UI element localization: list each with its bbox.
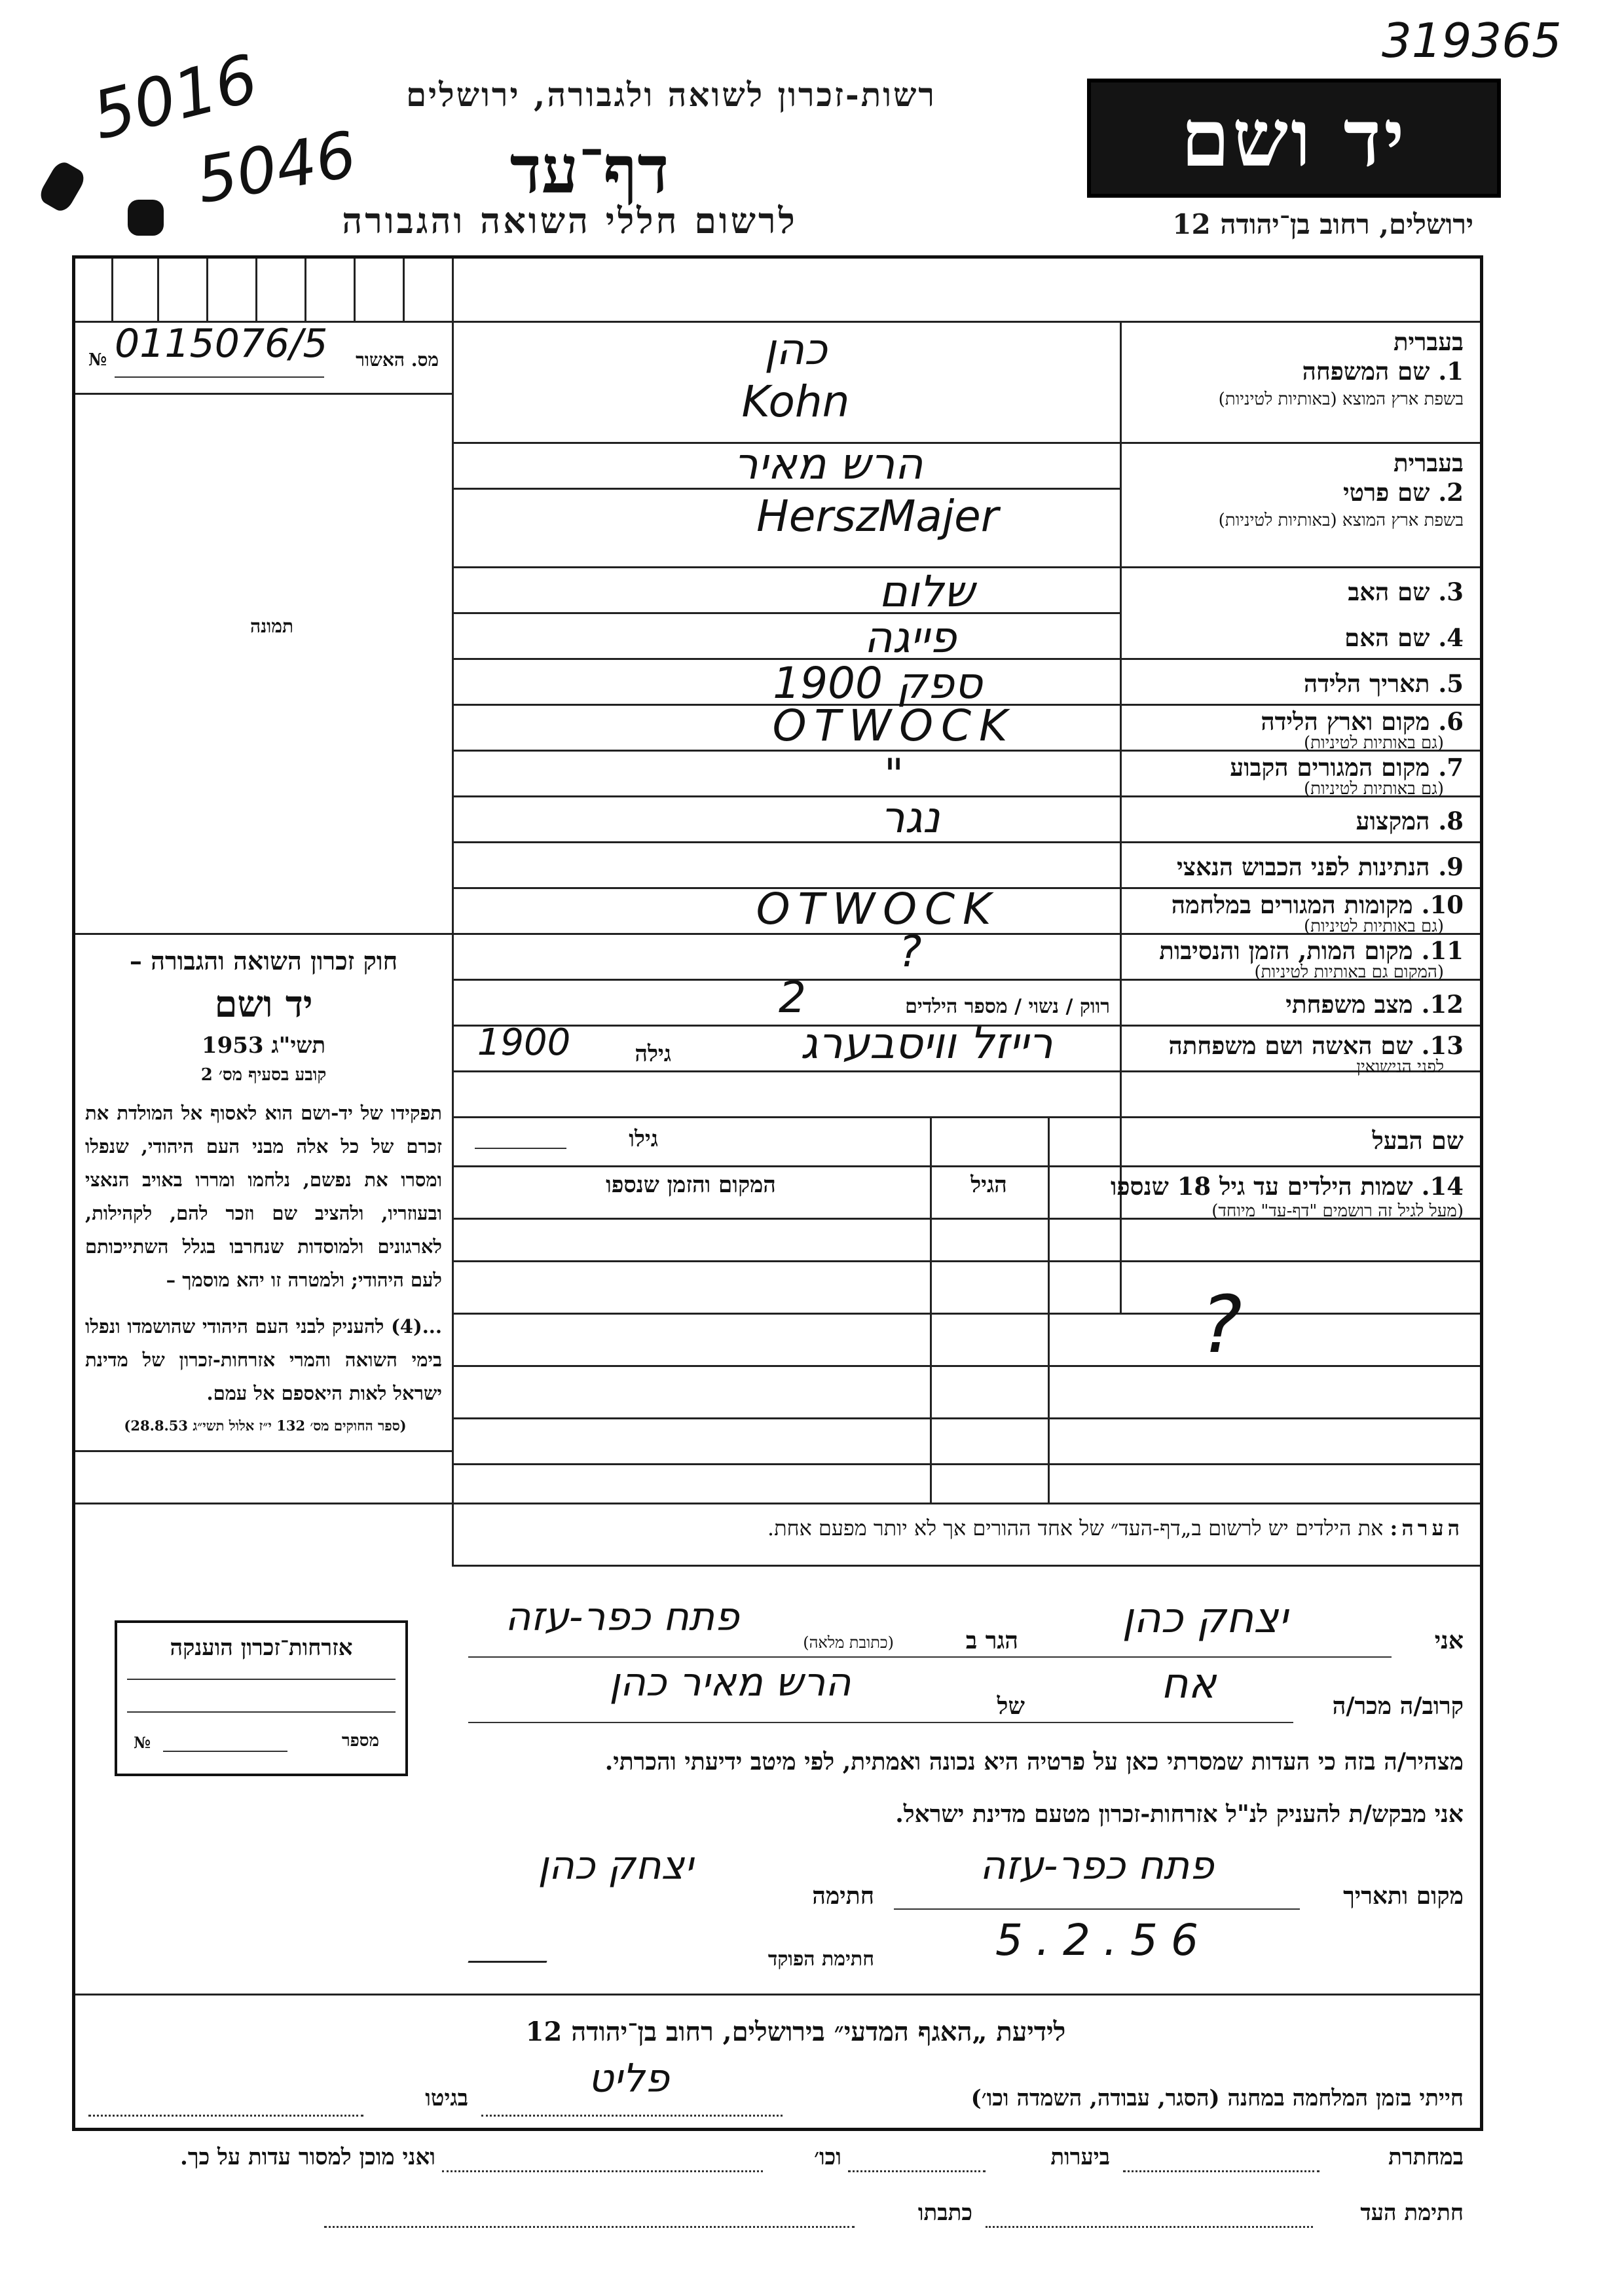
declaration-request: אני מבקש/ת להעניק לנ"ל אזרחות-זכרון מטעם מדינת ישראל. [895, 1800, 1464, 1828]
field-wartime-residence-label: 10. מקומות המגורים במלחמה [1171, 890, 1464, 919]
place-date-label: מקום ותאריך [1343, 1882, 1464, 1910]
form-title: דף־עד [509, 131, 669, 208]
yad-vashem-logo [1087, 79, 1501, 198]
field-wife-age-label: גילה [635, 1041, 671, 1067]
field-mother-name-value: פייגה [864, 612, 957, 663]
field-wife-name-value: רייזל וויסבערג [800, 1018, 1053, 1068]
of-label: של [997, 1692, 1025, 1720]
field-birthplace-value: OTWOCK [772, 701, 1016, 751]
field-family-name-latin: Kohn [741, 376, 850, 427]
field-marital-status-options: רווק / נשוי / מספר הילדים [905, 995, 1110, 1018]
field-first-name-latin: HerszMajer [756, 491, 999, 541]
witness-name: יצחק כהן [1122, 1594, 1288, 1643]
law-sidebar [85, 946, 442, 1410]
ghetto-label: בגיטו [425, 2085, 468, 2111]
field-family-name-hebrew: כהן [764, 324, 827, 374]
relative-name: הרש מאיר כהן [609, 1660, 851, 1705]
camp-value: פליט [588, 2056, 669, 2102]
field-husband-name-label: שם הבעל [1372, 1126, 1464, 1155]
field-residence-label: 7. מקום המגורים הקבוע [1230, 753, 1464, 782]
law-name: יד ושם [214, 983, 313, 1026]
signing-date: 5.2.56 [995, 1915, 1211, 1965]
divider [157, 259, 159, 321]
children-entry-value: ? [1200, 1280, 1242, 1371]
children-age-header: הגיל [970, 1172, 1007, 1198]
relation-value: אח [1160, 1660, 1217, 1708]
divider [304, 259, 306, 321]
field-first-name-label: 2. שם פרטי [1342, 478, 1464, 507]
field-wife-name-label: 13. שם האשה ושם משפחתה [1168, 1031, 1464, 1060]
divider [111, 259, 113, 321]
underground-label: במחתרת [1388, 2144, 1464, 2170]
camp-label: חייתי בזמן המלחמה במחנה (הסגר, עבודה, השמדה וכו׳) [970, 2085, 1464, 2111]
field-father-name-label: 3. שם האב [1348, 577, 1464, 606]
ink-blot [128, 200, 164, 236]
declaration-i-label: אני [1434, 1627, 1464, 1654]
field-first-name-lang: בעברית [1393, 448, 1464, 477]
resides-label: הגר ב [965, 1627, 1018, 1654]
witness-address-label: כתבתו [917, 2200, 972, 2226]
forests-label: ביערות [1050, 2144, 1110, 2170]
law-paragraph-1: תפקידו של יד-ושם הוא לאסוף אל המולדת את זכרם של כל אלה מבני העם היהודי, שנפלו ומסרו את נפשם, נלחמו ומררו באויב הנאצי ובעוזריו, ולהציב שם וזכר להם, לקהילות, לארגונים ולמוסדות שנחרבו בגלל השתייכותם לעם היהודי; ולמטרה זו יהא מוסמך – [85, 1102, 442, 1291]
divider [206, 259, 208, 321]
signing-place: פתח כפר-עזה [980, 1843, 1214, 1889]
note: הערה: את הילדים יש לרשום ב„דף-העד״ של אחד ההורים אך לא יותר מפעם אחת. [767, 1516, 1464, 1540]
witness-signature-label: חתימת העד [1360, 2200, 1464, 2226]
field-mother-name-label: 4. שם האם [1344, 623, 1464, 652]
children-title: 14. שמות הילדים עד גיל 18 שנספו [1110, 1172, 1464, 1201]
address-line: ירושלים, רחוב בן־יהודה 12 [1172, 208, 1473, 240]
field-father-name-value: שלום [878, 566, 975, 617]
ready-statement: ואני מוכן למסור עדות על כך. [180, 2144, 435, 2170]
ink-blot [37, 158, 88, 215]
inspector-label: חתימת הפוקד [767, 1948, 874, 1971]
law-title: חוק זכרון השואה והגבורה – [129, 946, 398, 975]
declaration-statement: מצהיר/ה בזה כי העדות שמסרתי כאן על פרטיה היא נכונה ואמתית, לפי מיטב ידיעתי והכרתי. [604, 1748, 1464, 1776]
field-wartime-residence-value: OTWOCK [756, 884, 999, 934]
divider [452, 259, 454, 1503]
divider [255, 259, 257, 321]
field-marital-status-label: 12. מצב משפחתי [1285, 990, 1464, 1019]
certificate-number-label: מספר [341, 1731, 379, 1751]
field-family-name-lang: בעברית [1393, 327, 1464, 356]
etc-label: וכו׳ [814, 2144, 841, 2170]
field-birth-date-label: 5. תאריך הלידה [1303, 669, 1464, 698]
field-residence-value: " [883, 750, 904, 800]
law-citation: (ספר החוקים מס׳ 132 י״ז אלול תשי״ג 28.8.53) [124, 1417, 407, 1434]
field-nationality-label: 9. הנתינות לפני הכבוש הנאצי [1176, 852, 1464, 881]
children-place-header: המקום והזמן שנספו [606, 1172, 776, 1198]
footer-heading: לידיעת „האגף המדעי״ בירושלים, רחוב בן־יהודה 12 [525, 2016, 1066, 2047]
field-wife-age-value: 1900 [477, 1021, 571, 1064]
field-husband-age-label: גילו [629, 1126, 658, 1152]
field-marital-status-value: 2 [779, 972, 806, 1023]
law-clause: קובע בסעיף מס׳ 2 [200, 1065, 327, 1085]
divider [75, 393, 452, 395]
form-frame: № 0115076/5 מס. האשור תמונה בעברית 1. שם המשפחה בשפת ארץ המוצא (באותיות לטיניות) כהן Kohn בעברית 2. שם פרטי בשפת ארץ המוצא (באותיות לטיניות) הרש מאיר HerszMajer 3. שם האב שלום 4. שם האם פייגה 5. תאריך הלידה 1900 ספק 6. מקום וארץ הלידה (גם באותיות לטיניות) OTWOCK 7. מקום המגורים הקבוע (גם באותיות לטיניות) " 8. המקצוע נגר 9. הנתינות לפני הכבוש הנאצי 10. מקומות המגורים במלחמה (גם באותיות לטיניות) OTWOCK 11. מקום המות, הזמן והנסיבות (המקום גם באותיות לטיניות) ? 12. מצב משפחתי רווק / נשוי / מספר הילדים 2 13. שם האשה ושם משפחתה לפני הנישואין רייזל וויסבערג גילה 1900 שם הבעל גילו 14. שמות הילדים עד גיל 18 שנספו (מעל לגיל זה רושמים "דף-עד" מיוחד) הגיל המקום והזמן שנספו ? חוק זכרון השואה והגבורה – יד ושם תשי"ג 1953 קובע בסעיף מס׳ 2 תפקידו של יד-ושם הוא לאסוף אל המולדת את זכרם של כל אלה מבני העם היהודי, שנפלו ומסרו את נפשם, נלחמו ומררו באויב הנאצי ובעוזריו, ולהציב שם וזכר להם, לקהילות, לארגונים ולמוסדות שנחרבו בגלל השתייכותם לעם היהודי; ולמטרה זו יהא מוסמך – ...(4) להעניק לבני העם היהודי שהושמדו ונפלו בימי השואה והמרי אזרחות-זכרון של מדינת ישראל לאות היאספם אל עמם. (ספר החוקים מס׳ 132 י״ז אלול תשי״ג 28.8.53) הערה: את הילדים יש לרשום ב„דף-העד״ של אחד ההורים אך לא יותר מפעם אחת. אני יצחק כהן הגר ב (כתובת מלאה) פתח כפר-עזה קרוב/ה מכר/ה אח של הרש מאיר כהן מצהיר/ה בזה כי העדות שמסרתי כאן על פרטיה היא נכונה ואמתית, לפי מיטב ידיעתי והכרתי. אני מבקש/ת להעניק לנ"ל אזרחות-זכרון מטעם מדינת ישראל. מקום ותאריך פתח כפר-עזה 5.2.56 חתימה יצחק כהן חתימת הפוקד אזרחות־זכרון הוענקה מספר № לידיעת „האגף המדעי״ בירושלים, רחוב בן־יהודה 12 חייתי בזמן המלחמה במחנה (הסגר, עבודה, השמדה וכו׳) פליט בגיטו במחתרת ביערות וכו׳ ואני מוכן למסור עדות על כך. חתימת העד כתבתו [72, 255, 1483, 2131]
inspector-signature [468, 1925, 560, 1963]
witness-address: פתח כפר-עזה [505, 1594, 739, 1640]
logo-text: יד ושם [1181, 92, 1407, 185]
field-birthplace-label: 6. מקום וארץ הלידה [1261, 707, 1464, 736]
relative-label: קרוב/ה מכר/ה [1332, 1692, 1464, 1720]
law-paragraph-2: ...(4) להעניק לבני העם היהודי שהושמדו ונפלו בימי השואה והמרי אזרחות-זכרון של מדינת ישראל לאות היאספם אל עמם. [85, 1315, 442, 1404]
divider [1120, 321, 1122, 1313]
divider [354, 259, 356, 321]
signature-label: חתימה [812, 1882, 874, 1910]
field-first-name-hebrew: הרש מאיר [733, 439, 923, 489]
address-hint: (כתובת מלאה) [803, 1633, 894, 1652]
witness-signature: יצחק כהן [538, 1843, 693, 1889]
stamp-code: 5046 [191, 117, 362, 218]
approval-number: № 0115076/5 מס. האשור [88, 331, 442, 383]
divider [403, 259, 405, 321]
field-death-place-label: 11. מקום המות, הזמן והנסיבות [1159, 936, 1464, 965]
field-family-name-label: 1. שם המשפחה [1302, 357, 1464, 386]
authority-name: רשות-זכרון לשואה ולגבורה, ירושלים [405, 75, 936, 114]
certificate-title: אזרחות־זכרון הוענקה [170, 1635, 353, 1661]
field-birth-date-value: 1900 ספק [773, 658, 982, 708]
archive-number: 319365 [1382, 13, 1562, 68]
law-year: תשי"ג 1953 [201, 1032, 326, 1059]
certificate-box: אזרחות־זכרון הוענקה מספר № [115, 1620, 408, 1776]
photo-label: תמונה [249, 615, 294, 637]
field-death-place-value: ? [898, 926, 922, 977]
form-subtitle: לרשום חללי השואה והגבורה [342, 200, 798, 242]
children-subtitle: (מעל לגיל זה רושמים "דף-עד" מיוחד) [1211, 1201, 1464, 1221]
stamp-code: 5016 [84, 39, 265, 155]
field-profession-label: 8. המקצוע [1356, 807, 1464, 835]
field-profession-value: נגר [880, 792, 940, 843]
